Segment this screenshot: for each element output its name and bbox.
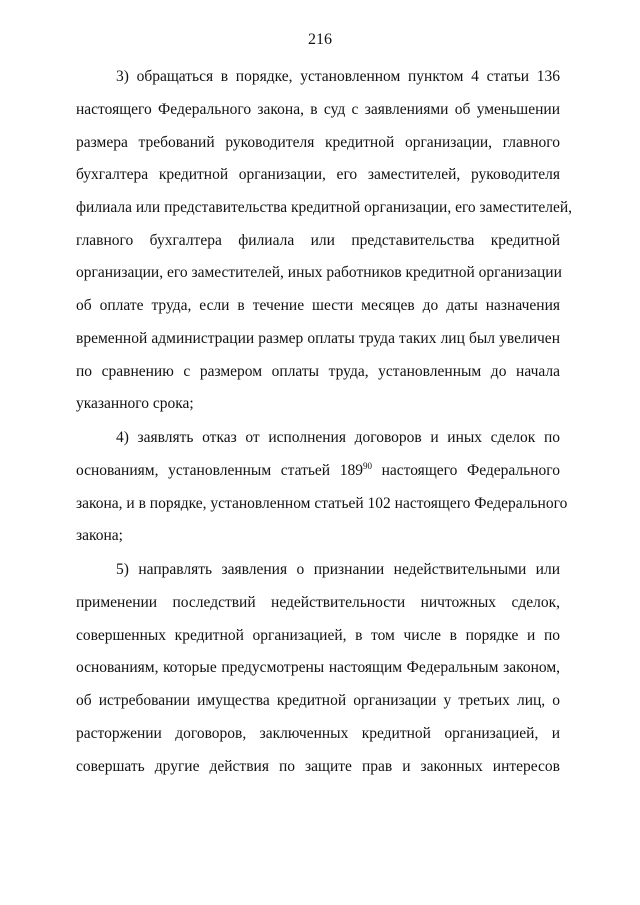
- text-line: применении последствий недействительности ничтожных сделок,: [76, 594, 560, 611]
- text-line: организации, его заместителей, иных работников кредитной организации: [76, 264, 562, 281]
- text-line: 5) направлять заявления о признании недействительными или: [116, 561, 560, 578]
- text-line: совершать другие действия по защите прав и законных интересов: [76, 758, 560, 775]
- text-line: совершенных кредитной организацией, в том числе в порядке и по: [76, 627, 560, 644]
- text-line: об истребовании имущества кредитной организации у третьих лиц, о: [76, 692, 560, 709]
- text-line: главного бухгалтера филиала или представительства кредитной: [76, 232, 560, 249]
- text-line: об оплате труда, если в течение шести месяцев до даты назначения: [76, 297, 560, 314]
- page-number: 216: [308, 31, 332, 48]
- text-line: филиала или представительства кредитной организации, его заместителей,: [76, 199, 573, 216]
- text-line: расторжении договоров, заключенных кредитной организацией, и: [76, 725, 560, 742]
- text-fragment: настоящего Федерального: [371, 462, 560, 479]
- text-line: 4) заявлять отказ от исполнения договоров и иных сделок по: [116, 429, 560, 446]
- text-line: по сравнению с размером оплаты труда, установленным до начала: [76, 363, 560, 380]
- text-line: указанного срока;: [76, 395, 194, 412]
- text-line: закона;: [76, 527, 123, 544]
- superscript: 90: [362, 461, 372, 471]
- text-line: временной администрации размер оплаты труда таких лиц был увеличен: [76, 330, 560, 347]
- text-line: настоящего Федерального закона, в суд с заявлениями об уменьшении: [76, 101, 560, 118]
- text-line: 3) обращаться в порядке, установленном пунктом 4 статьи 136: [116, 68, 560, 85]
- text-line-with-superscript: [76, 460, 560, 482]
- text-line: бухгалтера кредитной организации, его заместителей, руководителя: [76, 166, 560, 183]
- text-line: основаниям, которые предусмотрены настоящим Федеральным законом,: [76, 659, 560, 676]
- text-line: закона, и в порядке, установленном статьей 102 настоящего Федерального: [76, 495, 568, 512]
- text-fragment: основаниям, установленным статьей 189: [76, 462, 363, 479]
- text-line: размера требований руководителя кредитной организации, главного: [76, 134, 560, 151]
